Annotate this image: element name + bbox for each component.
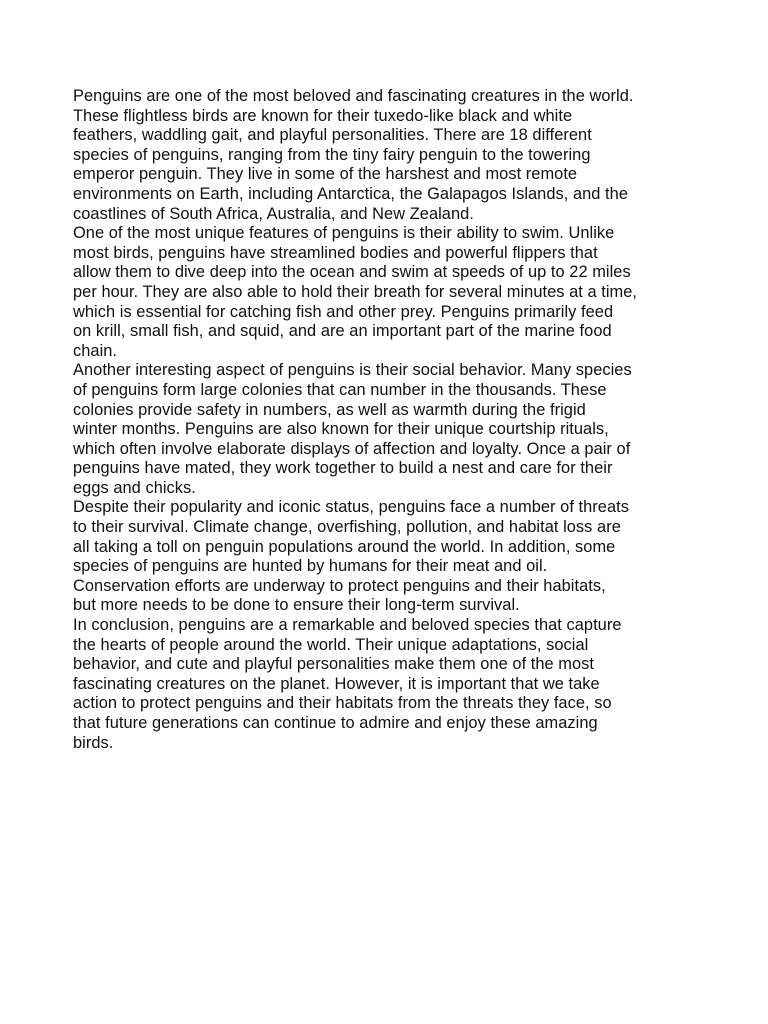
text-line: feathers, waddling gait, and playful personalities. There are 18 different xyxy=(73,126,592,145)
text-line: birds. xyxy=(73,733,114,752)
text-line: These flightless birds are known for their tuxedo-like black and white xyxy=(73,106,573,125)
text-line: the hearts of people around the world. Their unique adaptations, social xyxy=(73,635,589,654)
text-line: behavior, and cute and playful personalities make them one of the most xyxy=(73,655,595,674)
text-line: chain. xyxy=(73,341,118,360)
text-line: which is essential for catching fish and other prey. Penguins primarily feed xyxy=(73,302,614,321)
text-line: environments on Earth, including Antarctica, the Galapagos Islands, and the xyxy=(73,184,628,203)
text-line: Penguins are one of the most beloved and fascinating creatures in the world. xyxy=(73,87,634,105)
text-line: allow them to dive deep into the ocean and swim at speeds of up to 22 miles xyxy=(73,263,631,282)
body-text xyxy=(73,87,699,753)
text-line: to their survival. Climate change, overfishing, pollution, and habitat loss are xyxy=(73,518,621,537)
text-line: Conservation efforts are underway to protect penguins and their habitats, xyxy=(73,576,606,595)
text-line: species of penguins, ranging from the tiny fairy penguin to the towering xyxy=(73,145,591,164)
text-line: penguins have mated, they work together to build a nest and care for their xyxy=(73,459,613,478)
text-line: eggs and chicks. xyxy=(73,478,196,497)
text-line: Despite their popularity and iconic status, penguins face a number of threats xyxy=(73,498,629,517)
text-line: winter months. Penguins are also known for their unique courtship rituals, xyxy=(73,420,609,439)
text-line: which often involve elaborate displays of affection and loyalty. Once a pair of xyxy=(73,439,631,458)
text-line: colonies provide safety in numbers, as well as warmth during the frigid xyxy=(73,400,586,419)
text-line: all taking a toll on penguin populations around the world. In addition, some xyxy=(73,537,616,556)
text-line: coastlines of South Africa, Australia, and New Zealand. xyxy=(73,204,474,223)
text-line: of penguins form large colonies that can number in the thousands. These xyxy=(73,380,607,399)
text-line: per hour. They are also able to hold their breath for several minutes at a time, xyxy=(73,282,638,301)
text-line: action to protect penguins and their habitats from the threats they face, so xyxy=(73,694,612,713)
text-line: most birds, penguins have streamlined bodies and powerful flippers that xyxy=(73,243,598,262)
text-line: species of penguins are hunted by humans for their meat and oil. xyxy=(73,557,548,576)
text-line: One of the most unique features of penguins is their ability to swim. Unlike xyxy=(73,224,615,243)
text-line: on krill, small fish, and squid, and are an important part of the marine food xyxy=(73,322,612,341)
text-line: fascinating creatures on the planet. However, it is important that we take xyxy=(73,674,600,693)
text-line: Another interesting aspect of penguins is their social behavior. Many species xyxy=(73,361,632,380)
text-line: In conclusion, penguins are a remarkable and beloved species that capture xyxy=(73,616,622,635)
text-line: that future generations can continue to admire and enjoy these amazing xyxy=(73,714,598,732)
text-line: emperor penguin. They live in some of the harshest and most remote xyxy=(73,165,578,184)
text-line: but more needs to be done to ensure their long-term survival. xyxy=(73,596,520,615)
